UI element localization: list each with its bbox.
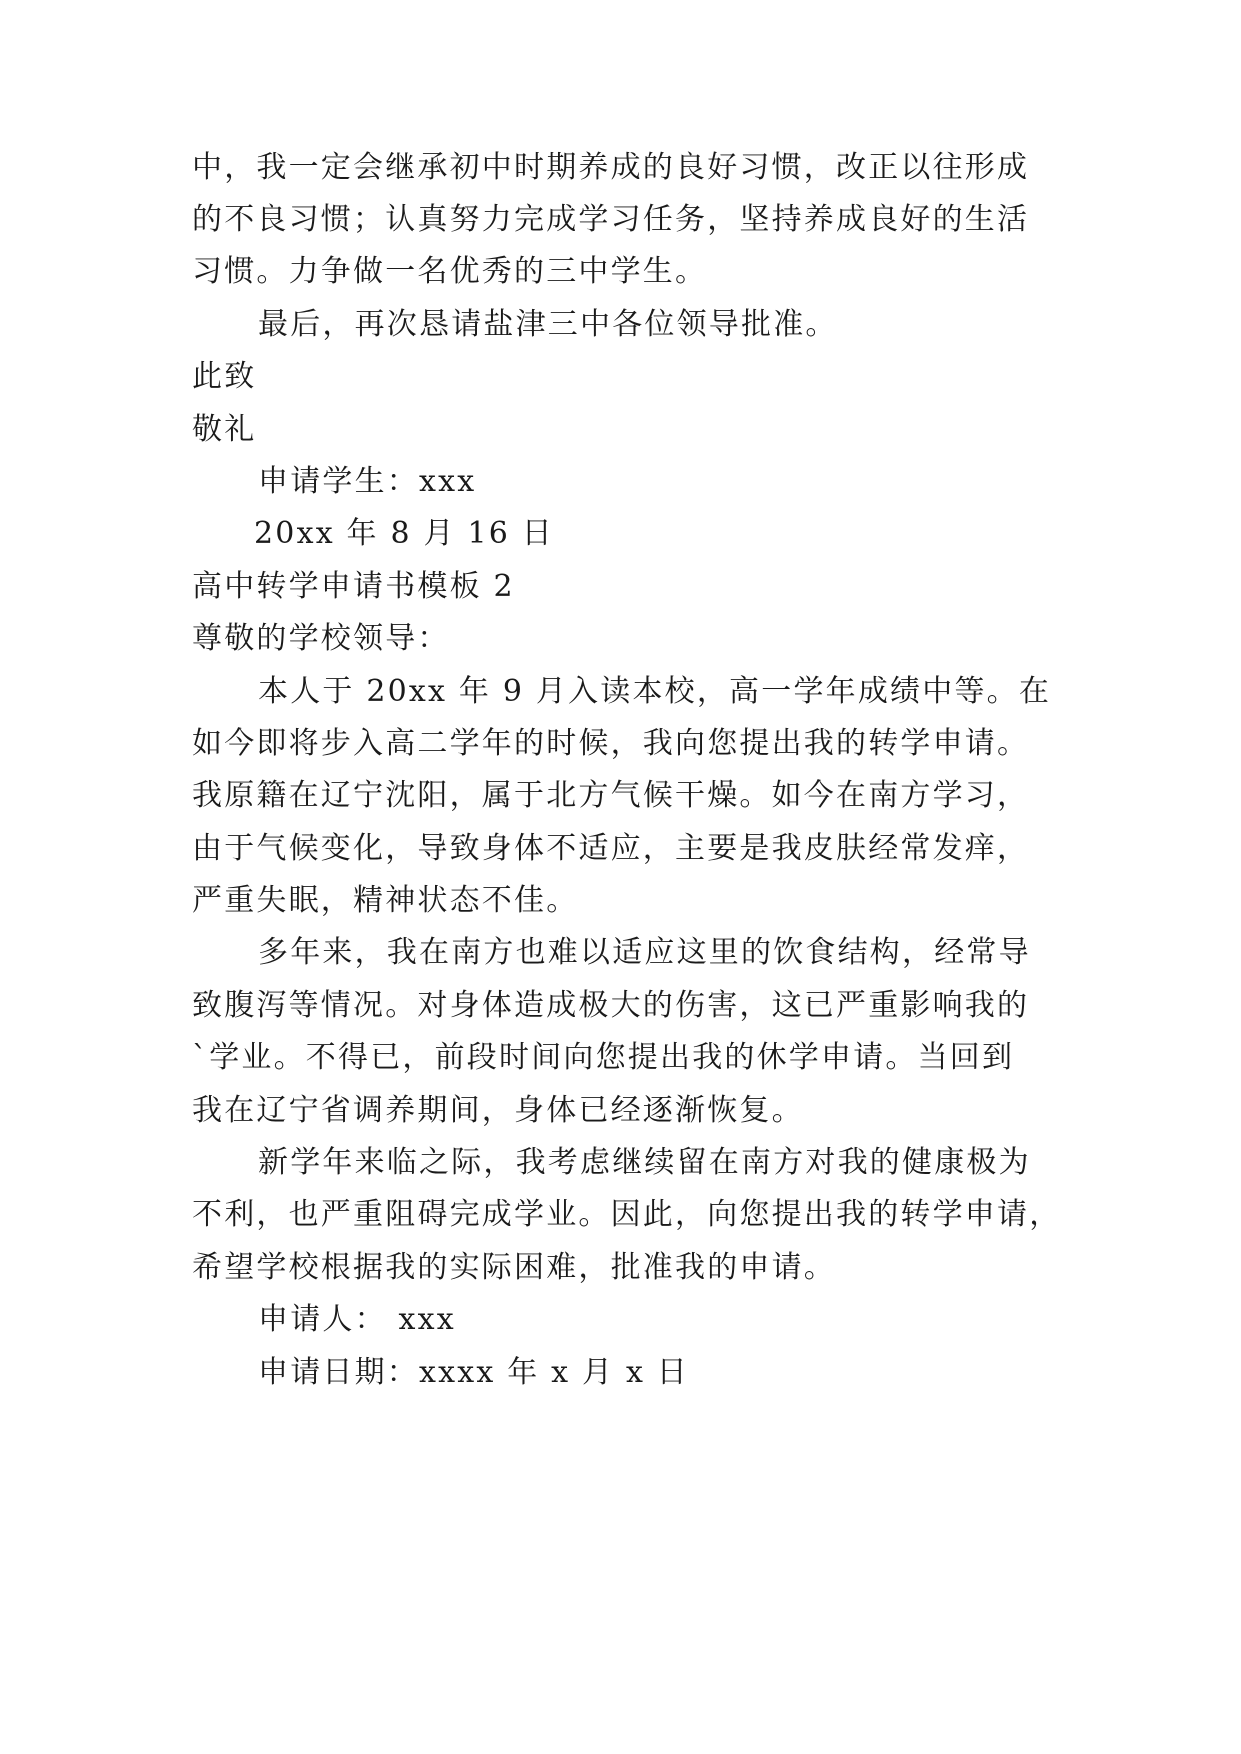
paragraph-line: 严重失眠，精神状态不佳。 — [192, 883, 579, 918]
application-date: 申请日期：xxxx 年 x 月 x 日 — [258, 1355, 689, 1390]
paragraph-line: 由于气候变化，导致身体不适应，主要是我皮肤经常发痒， — [192, 831, 1030, 866]
paragraph-line: 多年来，我在南方也难以适应这里的饮食结构，经常导 — [258, 935, 1031, 970]
paragraph-line: 习惯。力争做一名优秀的三中学生。 — [192, 254, 708, 289]
paragraph-line: 中，我一定会继承初中时期养成的良好习惯，改正以往形成 — [192, 150, 1030, 185]
paragraph-line: 我在辽宁省调养期间，身体已经逐渐恢复。 — [192, 1093, 804, 1128]
paragraph-line: 不利，也严重阻碍完成学业。因此，向您提出我的转学申请， — [192, 1197, 1062, 1232]
greeting: 尊敬的学校领导： — [192, 621, 450, 656]
application-date: 20xx 年 8 月 16 日 — [254, 516, 554, 551]
paragraph-line: 本人于 20xx 年 9 月入读本校，高一学年成绩中等。在 — [258, 674, 1052, 709]
paragraph-line: 我原籍在辽宁沈阳，属于北方气候干燥。如今在南方学习， — [192, 778, 1030, 813]
paragraph-line: 的不良习惯；认真努力完成学习任务，坚持养成良好的生活 — [192, 202, 1030, 237]
paragraph-line: 最后，再次恳请盐津三中各位领导批准。 — [258, 307, 838, 342]
paragraph-line: 致腹泻等情况。对身体造成极大的伤害，这已严重影响我的 — [192, 988, 1030, 1023]
paragraph-line: 如今即将步入高二学年的时候，我向您提出我的转学申请。 — [192, 726, 1030, 761]
paragraph-line: 新学年来临之际，我考虑继续留在南方对我的健康极为 — [258, 1145, 1031, 1180]
applicant-signature: 申请学生：xxx — [258, 464, 477, 499]
section-title: 高中转学申请书模板 2 — [192, 569, 515, 604]
applicant-signature: 申请人： xxx — [258, 1302, 456, 1337]
closing-salutation: 敬礼 — [192, 412, 257, 447]
closing-salutation: 此致 — [192, 359, 257, 394]
paragraph-line: `学业。不得已，前段时间向您提出我的休学申请。当回到 — [192, 1040, 1015, 1075]
paragraph-line: 希望学校根据我的实际困难，批准我的申请。 — [192, 1250, 836, 1285]
